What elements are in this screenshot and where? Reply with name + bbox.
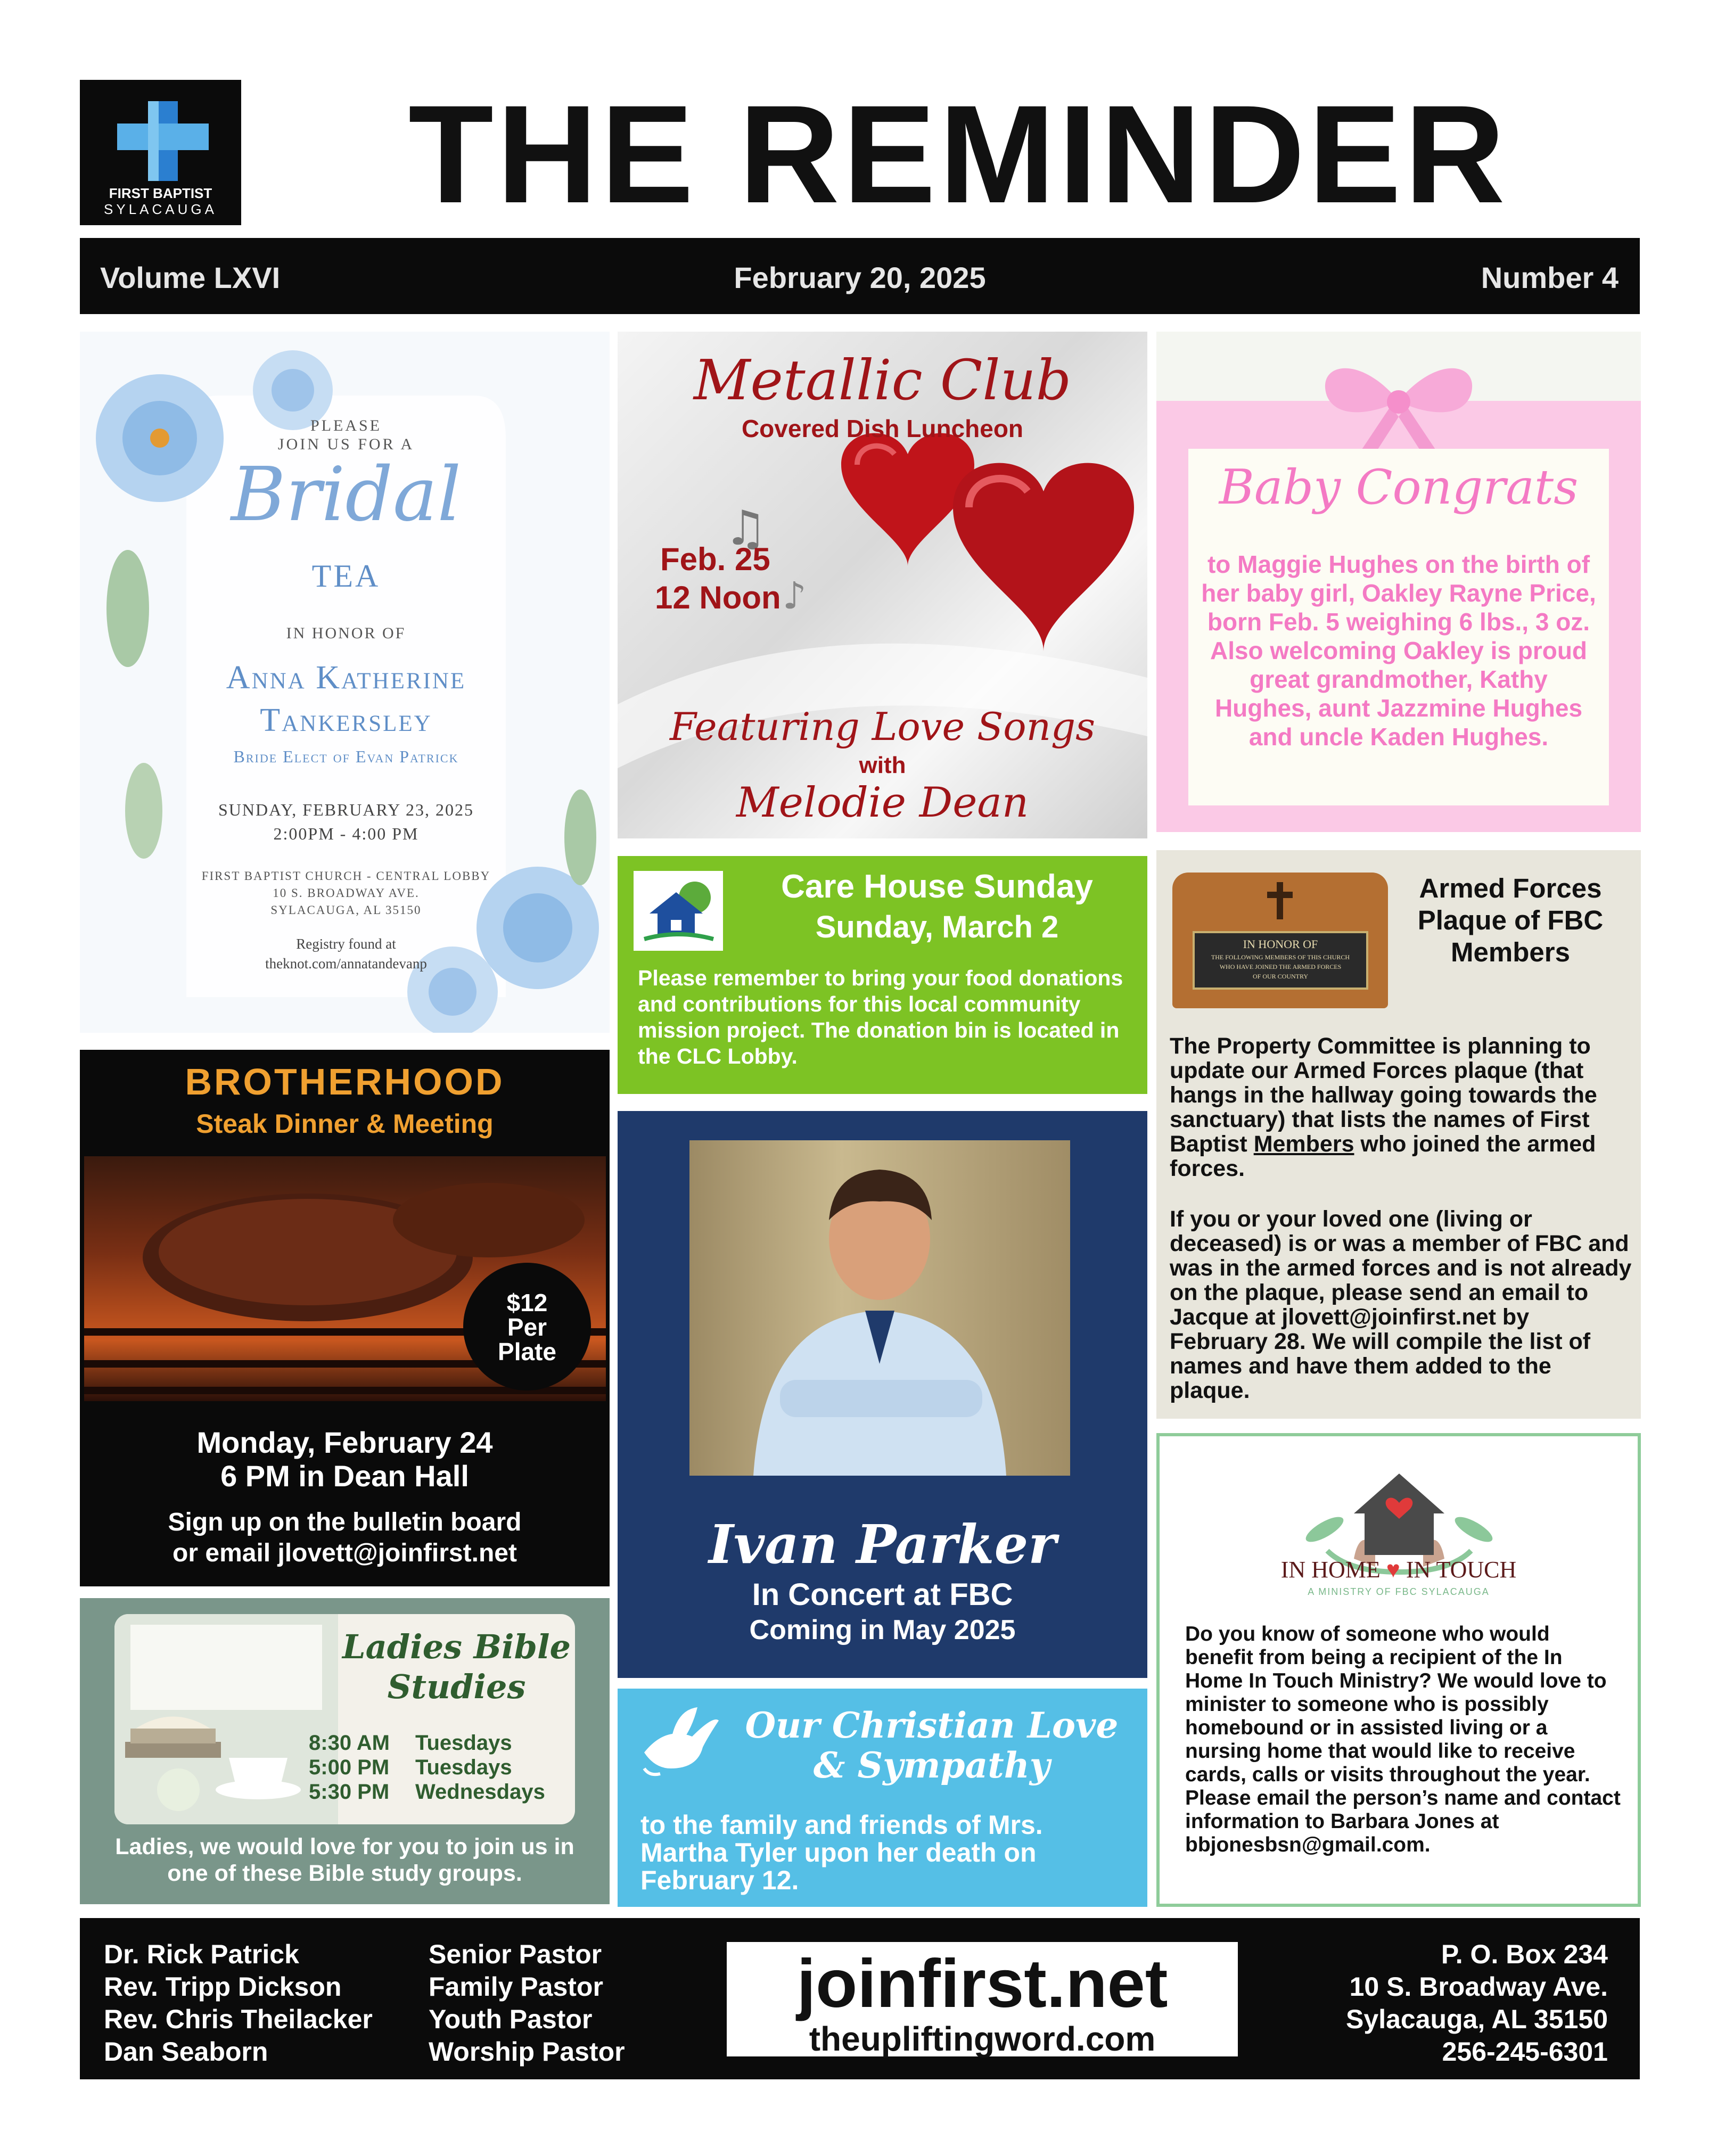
sympathy-panel [618,1689,1147,1907]
address-line: 10 S. Broadway Ave. [1349,1972,1608,2002]
ivan-photo [689,1140,1070,1476]
signup-line2[interactable]: or email jlovett@joinfirst.net [172,1539,517,1567]
registry-url[interactable]: theknot.com/annatandevanp [265,956,427,972]
website-box [727,1942,1238,2056]
honoree-last-name: Tankersley [260,702,432,738]
armed-forces-title: Armed Forces Plaque of FBC Members [1417,873,1604,967]
staff-role: Family Pastor [429,1972,603,2002]
para1-text: The Property Committee is planning to update our Armed Forces plaque (that hangs in the hallway going towards the sanctuary) that lists the names of First Baptist [1170,1033,1597,1157]
bride-elect-text: Bride Elect of Evan Patrick [233,747,459,766]
staff-roles [429,1938,642,2068]
ladies-card [114,1614,575,1824]
schedule-row [309,1756,570,1780]
sympathy-title2: & Sympathy [813,1744,1050,1786]
address-line: P. O. Box 234 [1441,1939,1608,1969]
schedule-day: Wednesdays [415,1780,545,1804]
price-badge [463,1263,591,1390]
armed-forces-panel [1156,850,1641,1419]
logo-in-home: IN HOME [1280,1557,1381,1583]
baby-congrats-panel [1156,332,1641,832]
in-home-in-touch-panel [1156,1433,1641,1907]
schedule-row [309,1731,570,1756]
newsletter-title: THE REMINDER [408,76,1509,232]
logo-line1: FIRST BAPTIST [109,185,212,201]
ivan-parker-panel [618,1111,1147,1678]
issue-date: February 20, 2025 [734,261,986,294]
featuring-text: Featuring Love Songs [669,704,1096,749]
issue-number: Number 4 [1481,261,1619,294]
care-house-panel [618,856,1147,1094]
schedule-day: Tuesdays [415,1756,512,1779]
steak-photo [84,1156,606,1401]
schedule-time: 5:00 PM [309,1756,390,1779]
brotherhood-panel [80,1050,610,1586]
price-plate: Plate [498,1338,556,1365]
please-text: PLEASE [310,417,382,434]
plaque-image [1172,873,1388,1008]
sympathy-body: to the family and friends of Mrs. Martha Tyler upon her death on February 12. [640,1810,1043,1895]
ladies-title2: Studies [387,1667,526,1706]
staff-names [104,1938,434,2068]
schedule-day: Tuesdays [415,1731,512,1755]
logo-in-touch: IN TOUCH [1406,1557,1517,1583]
website-secondary[interactable]: theupliftingword.com [809,2020,1156,2058]
metallic-subtitle: Covered Dish Luncheon [741,415,1024,442]
staff-role: Worship Pastor [429,2037,625,2067]
dove-icon [634,1705,724,1784]
plaque-line2: THE FOLLOWING MEMBERS OF THIS CHURCH [1211,953,1350,961]
baby-message: to Maggie Hughes on the birth of her baby girl, Oakley Rayne Price, born Feb. 5 weighing 6 lbs., 3 oz. Also welcoming Oakley is proud great grandmother, Kathy Hughes, aunt Jazzmine Hughes and uncle Kaden Hughes. [1201,550,1596,751]
baby-title: Baby Congrats [1219,459,1579,515]
armed-forces-para1 [1170,1034,1633,1181]
performer-name: Melodie Dean [736,779,1029,827]
staff-role: Youth Pastor [429,2004,593,2034]
in-home-body: Do you know of someone who would benefit from being a recipient of the In Home In Touch Ministry? We would love to minister to someone who is possibly homebound or in assisted living or a nursing home that would like to receive cards, calls or visits throughout the year. Please email the person’s name and contact information to Barbara Jones at bbjonesbsn@gmail.com. [1185,1623,1621,1856]
house-icon [634,871,723,951]
venue-street: 10 S. BROADWAY AVE. [273,886,420,900]
ivan-line1: In Concert at FBC [752,1577,1013,1612]
address-line: Sylacauga, AL 35150 [1346,2004,1608,2034]
brotherhood-title: BROTHERHOOD [185,1061,505,1102]
event-time: 2:00PM - 4:00 PM [273,824,419,843]
sympathy-title1: Our Christian Love [745,1705,1119,1746]
staff-name: Rev. Tripp Dickson [104,1972,342,2002]
care-house-logo [634,871,723,951]
dinner-time-place: 6 PM in Dean Hall [220,1459,469,1493]
care-house-body: Please remember to bring your food donations and contributions for this local community mission project. The donation bin is located in the CLC Lobby. [638,966,1123,1068]
brotherhood-subtitle: Steak Dinner & Meeting [196,1109,494,1139]
ladies-invite: Ladies, we would love for you to join us in one of these Bible study groups. [115,1834,574,1886]
join-text: JOIN US FOR A [277,435,415,453]
armed-forces-para2: If you or your loved one (living or deceased) is or was a member of FBC and was in the armed forces and is not already on the plaque, please send an email to Jacque at jlovett@joinfirst.net by February 28. We will compile the list of names and have them added to the plaque. [1170,1206,1632,1403]
ladies-schedule [309,1731,570,1805]
plaque-line3: WHO HAVE JOINED THE ARMED FORCES [1219,963,1342,970]
registry-text: Registry found at [296,936,396,952]
venue-text: FIRST BAPTIST CHURCH - CENTRAL LOBBY [201,869,491,883]
footer-bar [80,1918,1640,2079]
plaque-line1: IN HONOR OF [1243,937,1318,951]
price-amount: $12 [506,1289,548,1316]
care-house-title: Care House Sunday [781,868,1093,905]
issue-info-bar [80,238,1640,314]
svg-text:♪: ♪ [783,574,807,618]
in-honor-text: IN HONOR OF [286,624,406,642]
staff-name: Dan Seaborn [104,2037,268,2067]
care-house-date: Sunday, March 2 [815,910,1059,944]
para1-end: who joined the armed forces. [1170,1131,1596,1181]
church-logo [80,80,241,225]
dinner-date: Monday, February 24 [196,1426,493,1459]
staff-name: Rev. Chris Theilacker [104,2004,373,2034]
metallic-club-panel [618,332,1147,838]
venue-city: SYLACAUGA, AL 35150 [270,903,422,917]
schedule-time: 8:30 AM [309,1731,390,1755]
book-teacup-image [114,1614,338,1824]
staff-name: Dr. Rick Patrick [104,1939,299,1969]
price-per: Per [507,1313,547,1341]
bow-icon [1156,332,1641,459]
with-text: with [859,752,906,778]
ivan-line2: Coming in May 2025 [749,1615,1016,1645]
portrait-icon [689,1140,1070,1476]
ivan-name: Ivan Parker [709,1513,1056,1576]
luncheon-time: 12 Noon [655,580,781,615]
volume-label: Volume LXVI [100,261,281,294]
phone-number: 256-245-6301 [1442,2037,1608,2067]
bridal-tea-panel [80,332,610,1033]
plaque-plate [1193,931,1368,990]
staff-role: Senior Pastor [429,1939,602,1969]
svg-text:♫: ♫ [724,500,767,556]
honoree-first-names: Anna Katherine [226,660,466,696]
website-primary[interactable]: joinfirst.net [796,1946,1168,2022]
luncheon-date: Feb. 25 [660,541,770,577]
metallic-title: Metallic Club [693,348,1072,413]
in-home-logo-text [1160,1556,1638,1583]
tea-text: TEA [311,558,381,594]
plaque-line4: OF OUR COUNTRY [1252,973,1308,980]
schedule-row [309,1780,570,1805]
in-home-logo-sub: A MINISTRY OF FBC SYLACAUGA [1308,1586,1490,1597]
bridal-script: Bridal [231,451,462,538]
ladies-bible-studies-panel [80,1598,610,1904]
cross-icon [1264,882,1296,919]
event-date: SUNDAY, FEBRUARY 23, 2025 [218,800,474,819]
heart-icon: ♥ [1386,1557,1400,1583]
ladies-title1: Ladies Bible [342,1627,571,1666]
logo-line2: SYLACAUGA [104,201,217,217]
schedule-time: 5:30 PM [309,1780,390,1804]
church-address [1267,1938,1608,2068]
members-underlined: Members [1253,1131,1354,1157]
signup-line1: Sign up on the bulletin board [168,1508,522,1536]
